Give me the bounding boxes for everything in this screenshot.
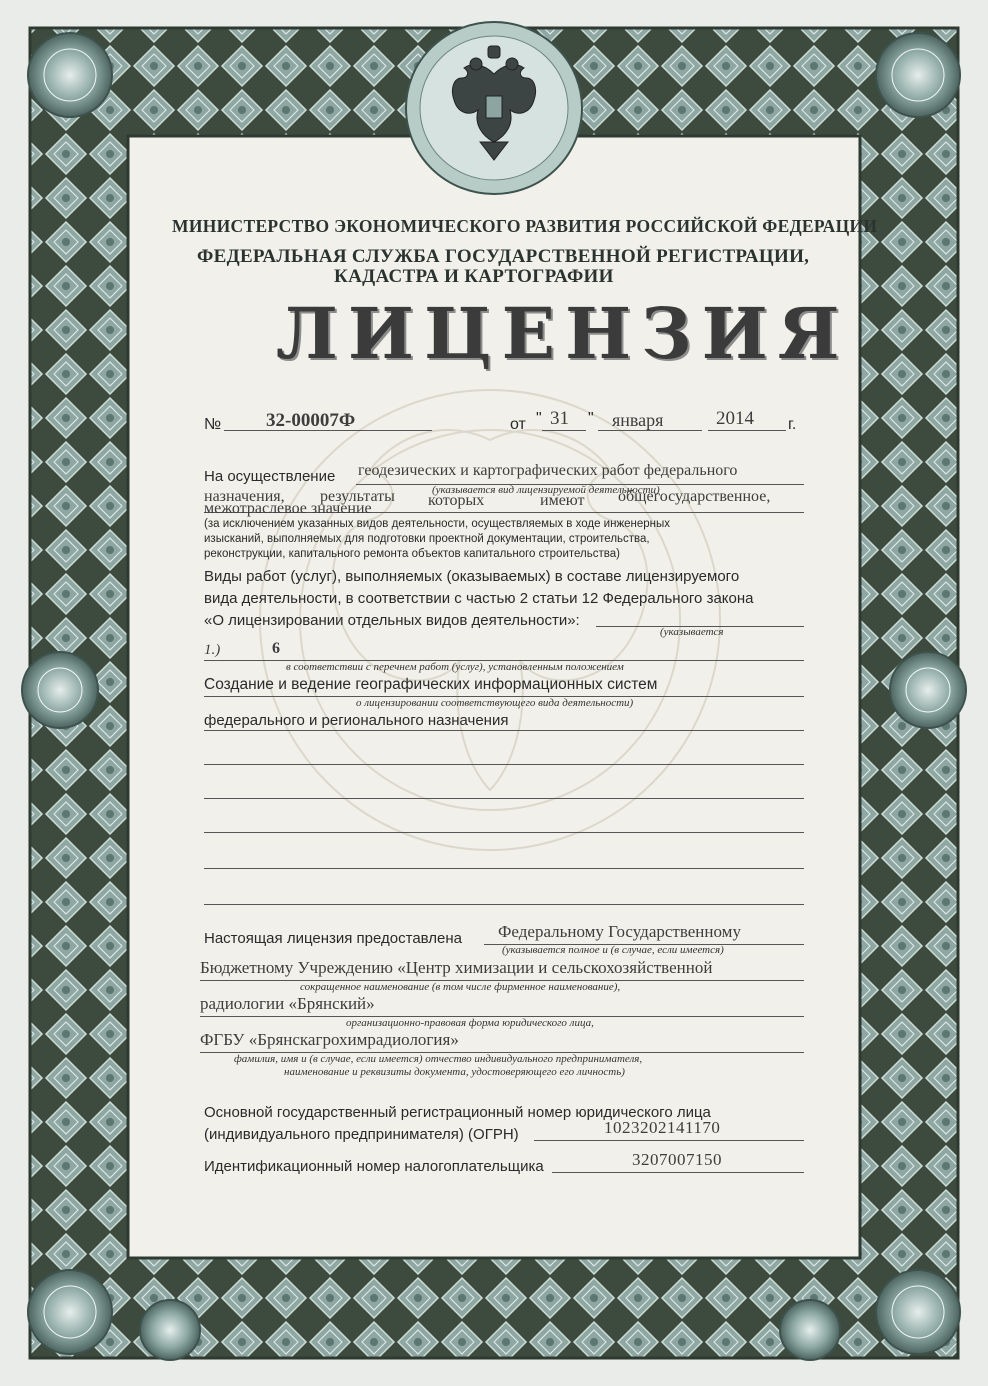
quote-close: " [588,410,594,427]
licensee-hint5: наименование и реквизиты документа, удостоверяющего его личность) [284,1066,625,1078]
licensee-hint1: (указывается полное и (в случае, если имеется) [502,944,724,956]
blank-line [204,868,804,869]
works-line1: Виды работ (услуг), выполняемых (оказываемых) в составе лицензируемого [204,568,740,585]
blank-line [204,798,804,799]
activity-value-line1: геодезических и картографических работ федерального [358,462,738,479]
works-value-line1: Создание и ведение географических информационных систем [204,676,658,693]
number-label: № [204,416,222,433]
works-line2: вида деятельности, в соответствии с частью 2 статьи 12 Федерального закона [204,590,754,607]
licensee-value-line2: Бюджетному Учреждению «Центр химизации и сельскохозяйственной [200,958,713,977]
blank-line [204,832,804,833]
activity-note-line3: реконструкции, капитального ремонта объектов капитального строительства) [204,548,620,560]
activity-note-line2: изысканий, выполняемых для подготовки проектной документации, строительства, [204,533,650,545]
works-hint3: о лицензировании соответствующего вида деятельности) [356,697,634,709]
activity-value-line2-e: общегосударственное, [618,488,771,505]
license-year: 2014 [716,408,754,429]
licensee-value-line4: ФГБУ «Брянскагрохимрадиология» [200,1030,459,1049]
service-heading-line1: ФЕДЕРАЛЬНАЯ СЛУЖБА ГОСУДАРСТВЕННОЙ РЕГИСТРАЦИИ, [197,246,810,267]
licensee-hint3: организационно-правовая форма юридического лица, [346,1017,594,1029]
activity-hint: (указывается вид лицензируемой деятельности) [432,484,660,496]
activity-value-line2-b: результаты [320,488,395,505]
inn-label: Идентификационный номер налогоплательщика [204,1158,544,1175]
quote-open: " [536,410,542,427]
ogrn-label-line1: Основной государственный регистрационный номер юридического лица [204,1104,711,1121]
licensee-value-line3: радиологии «Брянский» [200,994,375,1013]
license-number: 32-00007Ф [266,410,356,431]
works-hint2: в соответствии с перечнем работ (услуг), установленным положением [286,661,624,673]
inn-value: 3207007150 [632,1150,722,1169]
works-line3: «О лицензировании отдельных видов деятельности»: [204,612,580,629]
blank-line [204,730,804,731]
ogrn-value: 1023202141170 [604,1118,721,1137]
date-from-label: от [510,416,526,433]
activity-note-line1: (за исключением указанных видов деятельности, осуществляемых в ходе инженерных [204,518,671,530]
works-value-line2: федерального и регионального назначения [204,712,509,729]
works-item-code: 6 [272,640,280,657]
ogrn-label-line2: (индивидуального предпринимателя) (ОГРН) [204,1126,519,1143]
year-suffix: г. [788,416,797,433]
licensee-label: Настоящая лицензия предоставлена [204,930,463,947]
double-headed-eagle-emblem [444,44,544,164]
license-day: 31 [550,408,569,429]
activity-value-line3: межотраслевое значение [204,500,372,517]
activity-label: На осуществление [204,468,336,485]
license-month: января [612,410,664,430]
activity-value-line2-a: назначения, [204,488,285,505]
document-title: ЛИЦЕНЗИЯ [276,292,850,375]
service-heading-line2: КАДАСТРА И КАРТОГРАФИИ [334,266,614,287]
licensee-hint4: фамилия, имя и (в случае, если имеется) отчество индивидуального предпринимателя, [234,1053,643,1065]
licensee-value-line1: Федеральному Государственному [498,922,741,941]
ministry-heading: МИНИСТЕРСТВО ЭКОНОМИЧЕСКОГО РАЗВИТИЯ РОССИЙСКОЙ ФЕДЕРАЦИИ [172,216,878,236]
blank-line [204,904,804,905]
works-item-number: 1.) [204,642,221,658]
licensee-hint2: сокращенное наименование (в том числе фирменное наименование), [300,981,621,993]
blank-line [204,764,804,765]
activity-value-line2-c: которых [428,492,485,509]
activity-value-line2-d: имеют [540,492,585,509]
works-hint1: (указывается [660,626,724,638]
